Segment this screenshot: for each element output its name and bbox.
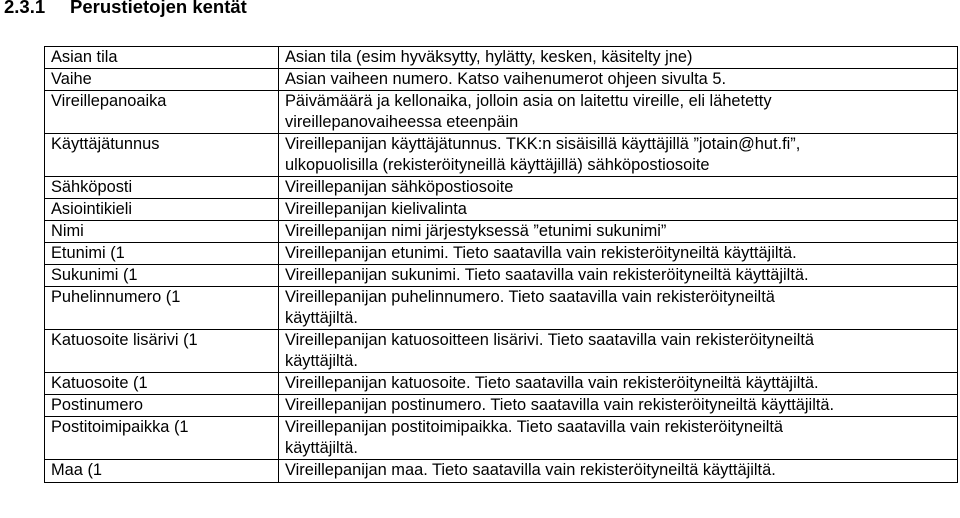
field-description-cell xyxy=(279,287,958,330)
field-name-cell: Vaihe xyxy=(45,69,279,91)
field-description-cell xyxy=(279,91,958,134)
field-name-cell: Nimi xyxy=(45,221,279,243)
field-description-cell xyxy=(279,199,958,221)
description-line: Vireillepanijan etunimi. Tieto saatavilla vain rekisteröityneiltä käyttäjiltä. xyxy=(285,244,797,262)
description-line: Päivämäärä ja kellonaika, jolloin asia on laitettu vireille, eli lähetetty xyxy=(285,92,772,110)
field-description-cell xyxy=(279,265,958,287)
field-name-cell: Vireillepanoaika xyxy=(45,91,279,134)
field-description-cell xyxy=(279,243,958,265)
description-line: Vireillepanijan kielivalinta xyxy=(285,200,467,218)
field-description-cell xyxy=(279,460,958,483)
field-table xyxy=(44,46,958,483)
description-line: Asian tila (esim hyväksytty, hylätty, kesken, käsitelty jne) xyxy=(285,48,693,66)
field-name-cell: Maa (1 xyxy=(45,460,279,483)
field-description-cell xyxy=(279,69,958,91)
field-description-cell xyxy=(279,221,958,243)
table-row xyxy=(45,460,958,483)
table-row xyxy=(45,221,958,243)
description-line: käyttäjiltä. xyxy=(285,309,358,327)
table-row xyxy=(45,47,958,69)
table-row xyxy=(45,265,958,287)
table-row xyxy=(45,417,958,460)
field-description-cell xyxy=(279,330,958,373)
description-line: vireillepanovaiheessa eteenpäin xyxy=(285,113,519,131)
description-line: Asian vaiheen numero. Katso vaihenumerot ohjeen sivulta 5. xyxy=(285,70,726,88)
field-description-cell xyxy=(279,373,958,395)
field-name-cell: Asiointikieli xyxy=(45,199,279,221)
field-description-cell xyxy=(279,47,958,69)
description-line: Vireillepanijan postinumero. Tieto saatavilla vain rekisteröityneiltä käyttäjiltä. xyxy=(285,396,835,414)
field-name-cell: Käyttäjätunnus xyxy=(45,134,279,177)
field-name-cell: Postitoimipaikka (1 xyxy=(45,417,279,460)
section-heading xyxy=(4,0,247,18)
field-name-cell: Puhelinnumero (1 xyxy=(45,287,279,330)
field-name-cell: Postinumero xyxy=(45,395,279,417)
section-title: Perustietojen kentät xyxy=(70,0,247,17)
description-line: Vireillepanijan puhelinnumero. Tieto saatavilla vain rekisteröityneiltä xyxy=(285,288,775,306)
field-table-body xyxy=(45,47,958,483)
table-row xyxy=(45,243,958,265)
description-line: käyttäjiltä. xyxy=(285,439,358,457)
description-line: ulkopuolisilla (rekisteröityneillä käyttäjillä) sähköpostiosoite xyxy=(285,156,710,174)
table-row xyxy=(45,177,958,199)
table-row xyxy=(45,91,958,134)
table-row xyxy=(45,134,958,177)
table-row xyxy=(45,69,958,91)
description-line: Vireillepanijan nimi järjestyksessä ”etunimi sukunimi” xyxy=(285,222,667,240)
field-name-cell: Asian tila xyxy=(45,47,279,69)
section-number: 2.3.1 xyxy=(4,0,46,17)
table-row xyxy=(45,395,958,417)
field-name-cell: Katuosoite (1 xyxy=(45,373,279,395)
description-line: Vireillepanijan katuosoite. Tieto saatavilla vain rekisteröityneiltä käyttäjiltä. xyxy=(285,374,819,392)
description-line: käyttäjiltä. xyxy=(285,352,358,370)
description-line: Vireillepanijan sukunimi. Tieto saatavilla vain rekisteröityneiltä käyttäjiltä. xyxy=(285,266,809,284)
field-description-cell xyxy=(279,395,958,417)
field-description-cell xyxy=(279,417,958,460)
table-row xyxy=(45,373,958,395)
description-line: Vireillepanijan sähköpostiosoite xyxy=(285,178,514,196)
table-row xyxy=(45,199,958,221)
field-name-cell: Katuosoite lisärivi (1 xyxy=(45,330,279,373)
description-line: Vireillepanijan katuosoitteen lisärivi. Tieto saatavilla vain rekisteröityneiltä xyxy=(285,331,815,349)
field-description-cell xyxy=(279,134,958,177)
description-line: Vireillepanijan käyttäjätunnus. TKK:n sisäisillä käyttäjillä ”jotain@hut.fi”, xyxy=(285,135,801,153)
field-name-cell: Etunimi (1 xyxy=(45,243,279,265)
table-row xyxy=(45,330,958,373)
table-row xyxy=(45,287,958,330)
field-name-cell: Sähköposti xyxy=(45,177,279,199)
description-line: Vireillepanijan postitoimipaikka. Tieto saatavilla vain rekisteröityneiltä xyxy=(285,418,784,436)
description-line: Vireillepanijan maa. Tieto saatavilla vain rekisteröityneiltä käyttäjiltä. xyxy=(285,461,776,479)
field-description-cell xyxy=(279,177,958,199)
field-name-cell: Sukunimi (1 xyxy=(45,265,279,287)
